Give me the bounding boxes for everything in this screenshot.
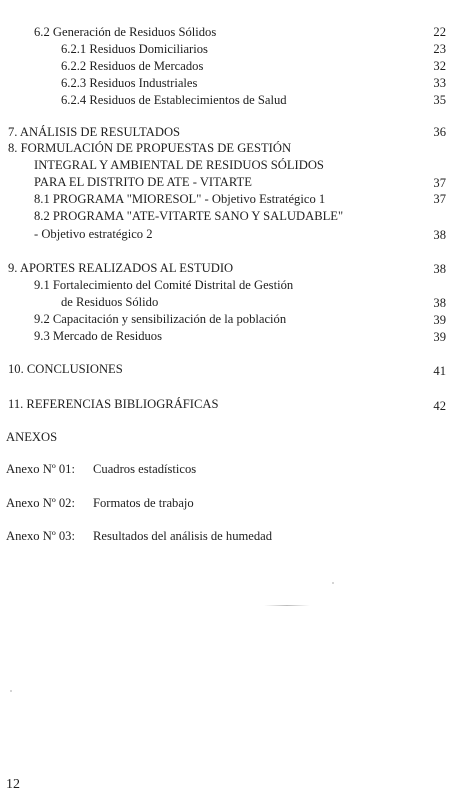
toc-page-6-2-2: 32 bbox=[433, 59, 446, 73]
toc-entry-6-2-3: 6.2.3 Residuos Industriales bbox=[61, 76, 198, 90]
toc-entry-11: 11. REFERENCIAS BIBLIOGRÁFICAS bbox=[8, 397, 219, 411]
toc-entry-8-2-line2: - Objetivo estratégico 2 bbox=[34, 227, 153, 241]
toc-page-6-2-1: 23 bbox=[433, 42, 446, 56]
toc-page-9-2: 39 bbox=[433, 313, 446, 327]
toc-entry-8-1: 8.1 PROGRAMA "MIORESOL" - Objetivo Estratégico 1 bbox=[34, 192, 326, 206]
scan-speck bbox=[10, 690, 12, 692]
toc-entry-8-line1: 8. FORMULACIÓN DE PROPUESTAS DE GESTIÓN bbox=[8, 141, 292, 155]
toc-page-6-2-3: 33 bbox=[433, 76, 446, 90]
annex-01-label: Anexo Nº 01: bbox=[6, 462, 75, 476]
annex-03-label: Anexo Nº 03: bbox=[6, 529, 75, 543]
toc-entry-6-2: 6.2 Generación de Residuos Sólidos bbox=[34, 25, 217, 39]
toc-page-10: 41 bbox=[433, 364, 446, 378]
toc-page-11: 42 bbox=[433, 399, 446, 413]
toc-page-9-3: 39 bbox=[433, 330, 446, 344]
toc-page-6-2-4: 35 bbox=[433, 93, 446, 107]
toc-page-8-2: 38 bbox=[433, 228, 446, 242]
annex-02-label: Anexo Nº 02: bbox=[6, 496, 75, 510]
toc-entry-8-line2: INTEGRAL Y AMBIENTAL DE RESIDUOS SÓLIDOS bbox=[34, 158, 324, 172]
toc-page-7: 36 bbox=[433, 125, 446, 139]
scan-speck bbox=[332, 582, 334, 584]
page-number: 12 bbox=[6, 777, 20, 792]
toc-page-8: 37 bbox=[433, 176, 446, 190]
toc-entry-7: 7. ANÁLISIS DE RESULTADOS bbox=[8, 125, 181, 139]
toc-page-6-2: 22 bbox=[433, 25, 446, 39]
annex-01-title: Cuadros estadísticos bbox=[93, 462, 197, 476]
toc-entry-8-2-line1: 8.2 PROGRAMA "ATE-VITARTE SANO Y SALUDABLE" bbox=[34, 209, 344, 223]
toc-entry-6-2-1: 6.2.1 Residuos Domiciliarios bbox=[61, 42, 208, 56]
toc-page-9: 38 bbox=[433, 262, 446, 276]
toc-page-8-1: 37 bbox=[433, 192, 446, 206]
toc-entry-9-3: 9.3 Mercado de Residuos bbox=[34, 329, 163, 343]
scan-streak bbox=[264, 605, 310, 606]
toc-entry-8-line3: PARA EL DISTRITO DE ATE - VITARTE bbox=[34, 175, 252, 189]
annex-03-title: Resultados del análisis de humedad bbox=[93, 529, 273, 543]
toc-entry-6-2-2: 6.2.2 Residuos de Mercados bbox=[61, 59, 204, 73]
annex-02-title: Formatos de trabajo bbox=[93, 496, 194, 510]
toc-entry-9-1-line1: 9.1 Fortalecimiento del Comité Distrital de Gestión bbox=[34, 278, 294, 292]
toc-entry-10: 10. CONCLUSIONES bbox=[8, 362, 123, 376]
toc-entry-9-1-line2: de Residuos Sólido bbox=[61, 295, 159, 309]
toc-page-9-1: 38 bbox=[433, 296, 446, 310]
annexes-heading: ANEXOS bbox=[6, 430, 58, 444]
toc-entry-6-2-4: 6.2.4 Residuos de Establecimientos de Salud bbox=[61, 93, 287, 107]
toc-entry-9-2: 9.2 Capacitación y sensibilización de la población bbox=[34, 312, 287, 326]
toc-entry-9: 9. APORTES REALIZADOS AL ESTUDIO bbox=[8, 261, 234, 275]
